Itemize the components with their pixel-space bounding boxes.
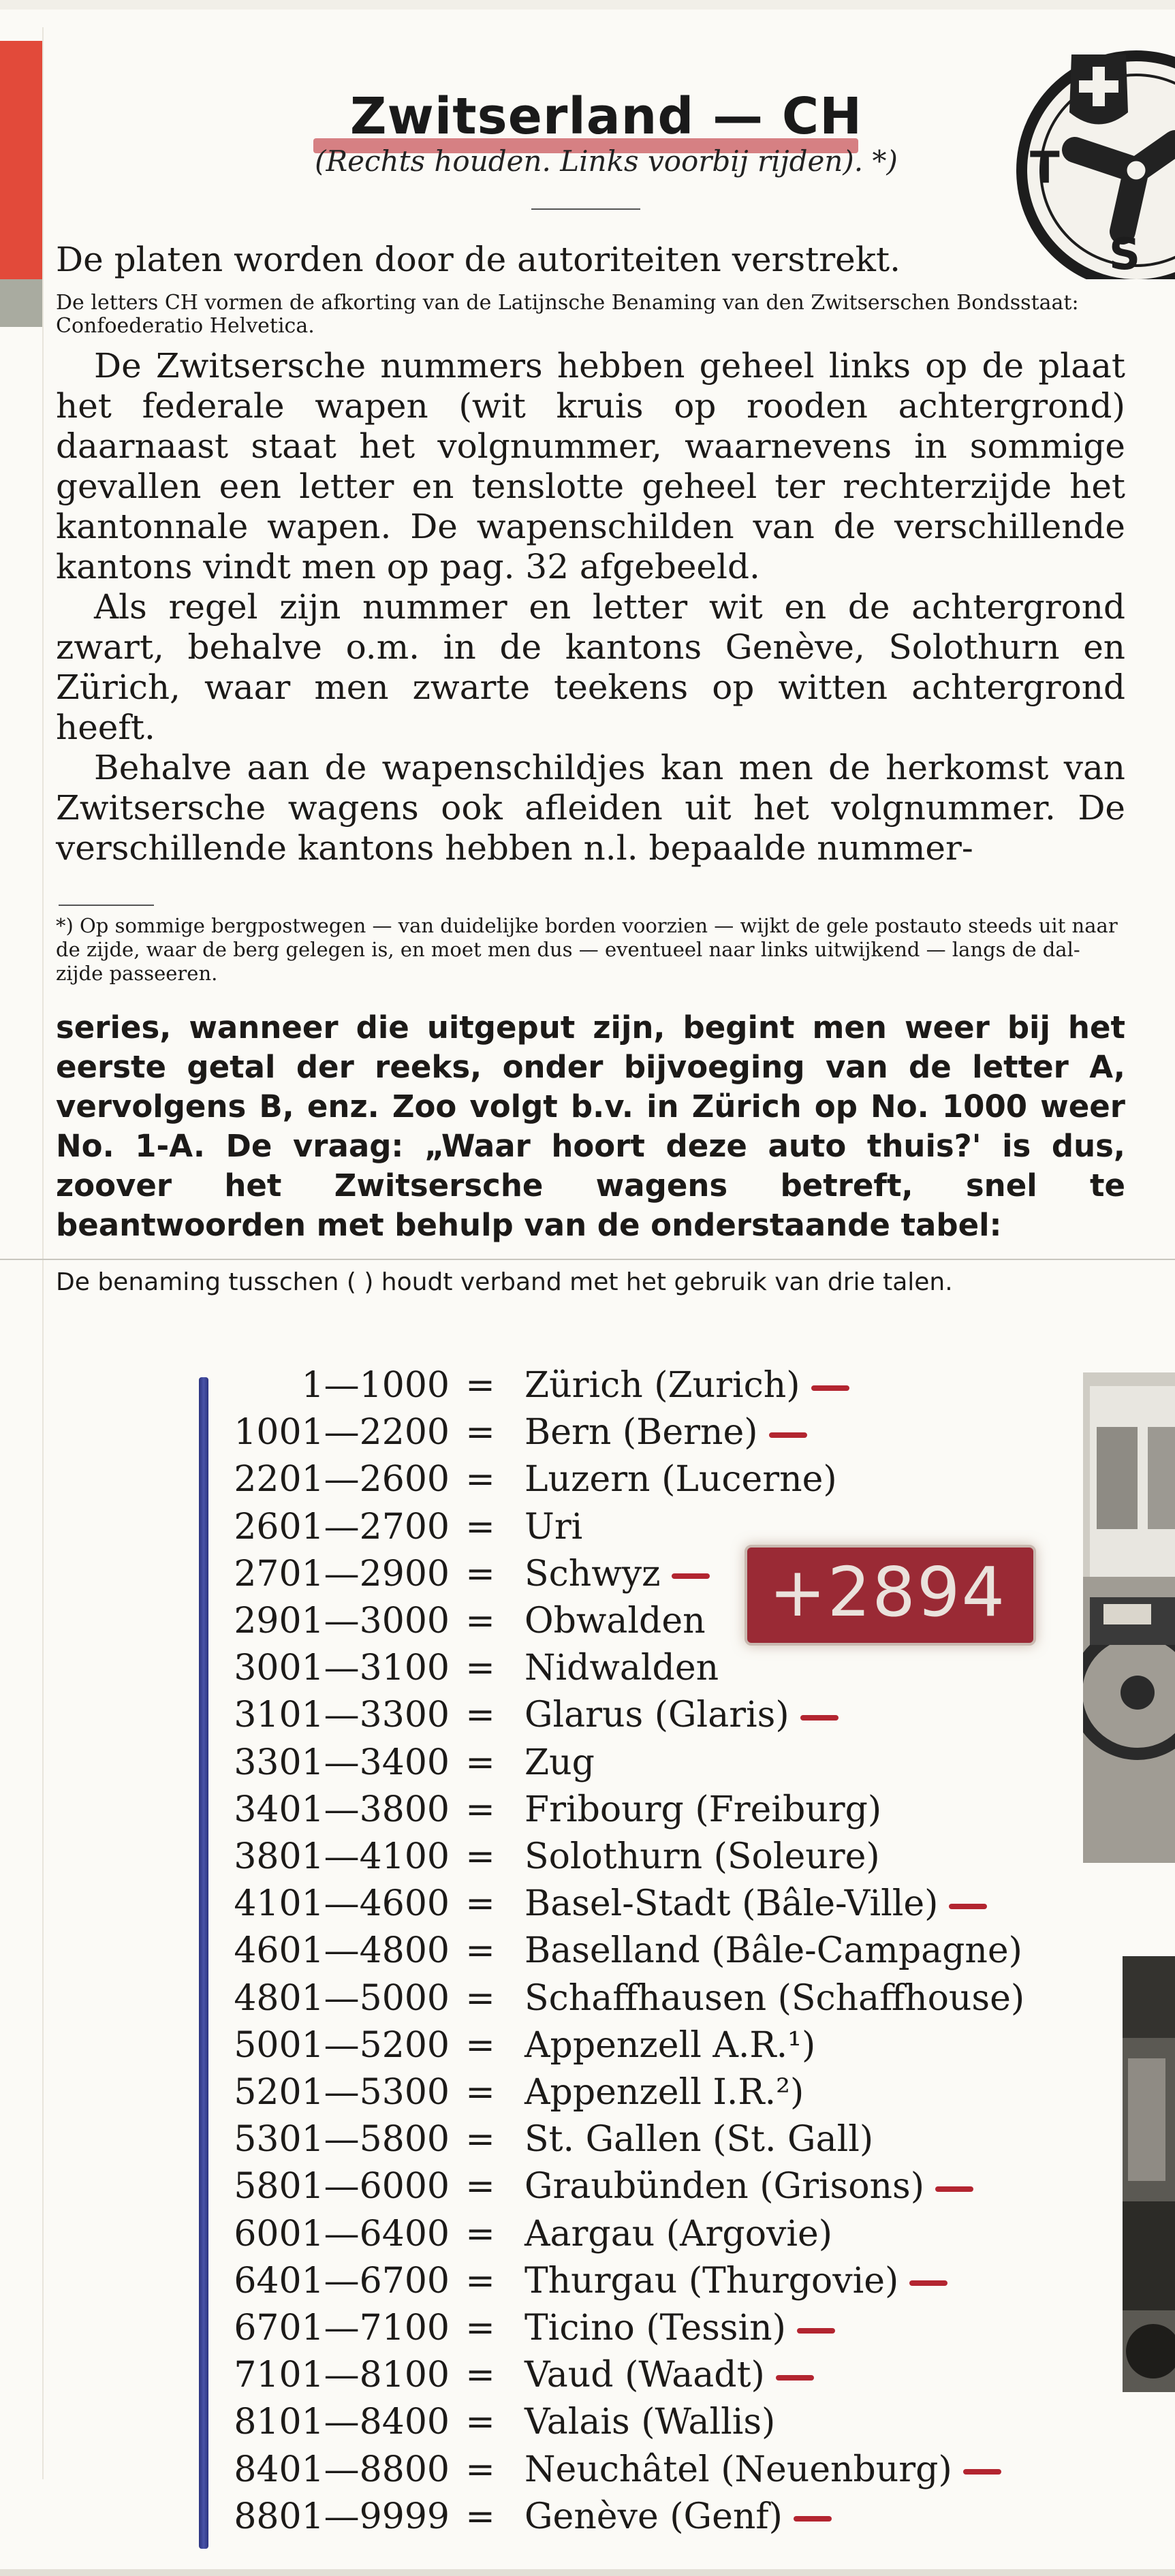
photo-street-scene: [1123, 1956, 1175, 2392]
canton-name: [524, 2116, 873, 2163]
canton-name: [524, 2069, 804, 2116]
canton-name: [524, 1692, 839, 1738]
table-row: [204, 2305, 1090, 2351]
canton-label: Basel-Stadt (Bâle-Ville): [524, 1883, 939, 1925]
canton-label: Schwyz: [524, 1553, 661, 1595]
page-top-edge: [0, 0, 1175, 10]
footnote-rule: [59, 905, 154, 906]
canton-name: [524, 1645, 719, 1691]
canton-name: [524, 1551, 710, 1597]
canton-label: Glarus (Glaris): [524, 1695, 789, 1736]
table-row: [204, 1456, 1090, 1503]
equals-sign: =: [465, 1459, 495, 1501]
number-range: 3301—3400: [234, 1742, 450, 1783]
canton-label: Appenzell I.R.²): [524, 2072, 804, 2113]
table-row: [204, 1504, 1090, 1550]
intro-lead: De platen worden door de autoriteiten verstrekt.: [56, 240, 900, 279]
equals-sign: =: [465, 1648, 495, 1689]
red-marker-dash: [935, 2186, 973, 2192]
paragraph-2: Als regel zijn nummer en letter wit en de achtergrond zwart, behalve o.m. in de kantons Genève, Solothurn en Zürich, waar men zwarte teekens op witten achtergrond heeft.: [56, 587, 1125, 747]
paragraph-1: De Zwitsersche nummers hebben geheel links op de plaat het federale wapen (wit kruis op rooden achtergrond) daarnaast staat het volgnummer, waarnevens in sommige gevallen een letter en tenslotte geheel ter rechterzijde het kantonnale wapen. De wapenschilden van de verschillende kantons vindt men op pag. 32 afgebeeld.: [56, 346, 1125, 586]
canton-label: St. Gallen (St. Gall): [524, 2119, 874, 2161]
canton-name: [524, 2352, 814, 2398]
red-marker-dash: [769, 1432, 807, 1438]
canton-name: [524, 1504, 582, 1550]
paragraph-continuation: series, wanneer die uitgeput zijn, begint men weer bij het eerste getal der reeks, onder bijvoeging van de letter A, vervolgens B, enz. Zoo volgt b.v. in Zürich op No. 1000 weer No. 1-A. De vraag: „Waar hoort deze auto thuis?' is dus, zoover het Zwitsersche wagens betreft, snel te beantwoorden met behulp van de onderstaande tabel:: [56, 1009, 1125, 1243]
section-divider: [0, 1259, 1175, 1260]
canton-name: [524, 1834, 880, 1880]
table-row: [204, 1787, 1090, 1833]
equals-sign: =: [465, 2119, 495, 2161]
canton-name: [524, 2494, 832, 2540]
canton-name: [524, 2163, 973, 2210]
number-range: 4101—4600: [234, 1883, 450, 1925]
table-row: [204, 2022, 1090, 2069]
canton-label: Graubünden (Grisons): [524, 2166, 925, 2208]
table-row: [204, 1692, 1090, 1738]
number-range: 2701—2900: [234, 1553, 450, 1595]
table-row: [204, 2399, 1090, 2445]
equals-sign: =: [465, 1412, 495, 1454]
equals-sign: =: [465, 1742, 495, 1783]
canton-label: Zürich (Zurich): [524, 1365, 800, 1406]
canton-name: [524, 1456, 837, 1503]
canton-name: [524, 2211, 832, 2257]
table-row: [204, 1881, 1090, 1927]
canton-label: Fribourg (Freiburg): [524, 1789, 882, 1830]
canton-name: [524, 1928, 1022, 1974]
red-marker-dash: [776, 2375, 814, 2381]
red-tab-strip: [0, 41, 42, 293]
number-range: 3101—3300: [234, 1695, 450, 1736]
table-row: [204, 1598, 1090, 1644]
table-row: [204, 1645, 1090, 1691]
title-rule: [531, 208, 640, 210]
canton-label: Appenzell A.R.¹): [524, 2024, 816, 2066]
number-range: 2601—2700: [234, 1506, 450, 1548]
number-range: 3001—3100: [234, 1648, 450, 1689]
number-range: 5301—5800: [234, 2119, 450, 2161]
number-range: 6401—6700: [234, 2260, 450, 2302]
equals-sign: =: [465, 1553, 495, 1595]
paragraph-3: Behalve aan de wapenschildjes kan men de herkomst van Zwitsersche wagens ook afleiden uit het volgnummer. De verschillende kantons hebben n.l. bepaalde nummer-: [56, 748, 1125, 868]
canton-name: [524, 1975, 1024, 2022]
canton-label: Vaud (Waadt): [524, 2355, 765, 2396]
equals-sign: =: [465, 2166, 495, 2208]
equals-sign: =: [465, 1365, 495, 1406]
table-row: [204, 1740, 1090, 1786]
canton-name: [524, 1362, 849, 1409]
equals-sign: =: [465, 2449, 495, 2490]
table-row: [204, 2258, 1090, 2304]
equals-sign: =: [465, 2402, 495, 2443]
page-title: Zwitserland — CH: [349, 87, 863, 146]
canton-label: Obwalden: [524, 1601, 706, 1642]
table-row: [204, 2352, 1090, 2398]
number-range: 2201—2600: [234, 1459, 450, 1501]
license-plate-number: +2894: [768, 1552, 1007, 1632]
canton-label: Neuchâtel (Neuenburg): [524, 2449, 952, 2490]
red-marker-dash: [800, 1715, 839, 1721]
canton-label: Genève (Genf): [524, 2496, 783, 2537]
table-row: [204, 2163, 1090, 2210]
red-marker-dash: [909, 2280, 947, 2286]
canton-name: [524, 1409, 807, 1456]
equals-sign: =: [465, 2496, 495, 2537]
equals-sign: =: [465, 1977, 495, 2019]
canton-label: Luzern (Lucerne): [524, 1459, 837, 1501]
canton-name: [524, 1881, 987, 1927]
table-row: [204, 1551, 1090, 1597]
canton-name: [524, 2258, 947, 2304]
canton-name: [524, 2447, 1001, 2493]
table-row: [204, 2211, 1090, 2257]
number-range: 3401—3800: [234, 1789, 450, 1830]
canton-label: Baselland (Bâle-Campagne): [524, 1930, 1022, 1972]
left-margin-line: [42, 27, 44, 2479]
equals-sign: =: [465, 1930, 495, 1972]
canton-label: Thurgau (Thurgovie): [524, 2260, 899, 2302]
table-row: [204, 2116, 1090, 2163]
number-range: 5001—5200: [234, 2024, 450, 2066]
canton-label: Solothurn (Soleure): [524, 1836, 880, 1877]
canton-name: [524, 1787, 881, 1833]
number-range: 1001—2200: [234, 1412, 450, 1454]
number-range: 5201—5300: [234, 2072, 450, 2113]
table-row: [204, 2447, 1090, 2493]
table-row: [204, 1975, 1090, 2022]
table-row: [204, 1409, 1090, 1456]
page-subtitle: (Rechts houden. Links voorbij rijden). *): [315, 144, 898, 178]
canton-name: [524, 2305, 835, 2351]
table-row: [204, 2069, 1090, 2116]
number-range: 4801—5000: [234, 1977, 450, 2019]
red-marker-dash: [797, 2328, 835, 2334]
number-range: 8801—9999: [234, 2496, 450, 2537]
number-range: 6701—7100: [234, 2308, 450, 2349]
red-marker-dash: [672, 1573, 710, 1579]
canton-name: [524, 2022, 815, 2069]
number-range: 7101—8100: [234, 2355, 450, 2396]
red-marker-dash: [811, 1385, 849, 1391]
grey-tab-strip: [0, 279, 42, 327]
number-range: 6001—6400: [234, 2213, 450, 2255]
canton-label: Zug: [524, 1742, 595, 1783]
number-range: 1—1000: [301, 1365, 450, 1406]
number-range: 5801—6000: [234, 2166, 450, 2208]
equals-sign: =: [465, 1601, 495, 1642]
red-marker-dash: [794, 2516, 832, 2522]
canton-label: Ticino (Tessin): [524, 2308, 786, 2349]
equals-sign: =: [465, 1506, 495, 1548]
table-row: [204, 1362, 1090, 1409]
canton-label: Schaffhausen (Schaffhouse): [524, 1977, 1025, 2019]
number-range: 2901—3000: [234, 1601, 450, 1642]
logo-letter-t: T: [1030, 143, 1060, 193]
table-row: [204, 2494, 1090, 2540]
equals-sign: =: [465, 2260, 495, 2302]
intro-small-note: De letters CH vormen de afkorting van de Latijnsche Benaming van den Zwitserschen Bondsstaat: Confoederatio Helvetica.: [56, 291, 1079, 338]
canton-name: [524, 2399, 775, 2445]
equals-sign: =: [465, 2024, 495, 2066]
equals-sign: =: [465, 1695, 495, 1736]
photo-motorcycle: [1083, 1372, 1175, 1863]
equals-sign: =: [465, 2213, 495, 2255]
equals-sign: =: [465, 1836, 495, 1877]
footnote: *) Op sommige bergpostwegen — van duidelijke borden voorzien — wijkt de gele postauto steeds uit naar de zijde, waar de berg gelegen is, en moet men dus — eventueel naar links uitwijkend — langs de dal-zijde passeeren.: [56, 914, 1118, 985]
table-row: [204, 1834, 1090, 1880]
canton-name: [524, 1598, 706, 1644]
canton-label: Aargau (Argovie): [524, 2213, 833, 2255]
page-bottom-edge: [0, 2569, 1175, 2576]
equals-sign: =: [465, 2308, 495, 2349]
number-range: 3801—4100: [234, 1836, 450, 1877]
three-languages-note: De benaming tusschen ( ) houdt verband met het gebruik van drie talen.: [56, 1268, 953, 1296]
canton-name: [524, 1740, 595, 1786]
red-marker-dash: [949, 1904, 987, 1909]
canton-label: Valais (Wallis): [524, 2402, 776, 2443]
equals-sign: =: [465, 2072, 495, 2113]
equals-sign: =: [465, 1789, 495, 1830]
logo-letter-s: S: [1109, 230, 1141, 279]
number-range: 4601—4800: [234, 1930, 450, 1972]
canton-label: Nidwalden: [524, 1648, 719, 1689]
table-row: [204, 1928, 1090, 1974]
number-range: 8401—8800: [234, 2449, 450, 2490]
canton-label: Uri: [524, 1506, 583, 1548]
equals-sign: =: [465, 2355, 495, 2396]
red-marker-dash: [963, 2469, 1001, 2475]
canton-label: Bern (Berne): [524, 1412, 758, 1454]
equals-sign: =: [465, 1883, 495, 1925]
number-range: 8101—8400: [234, 2402, 450, 2443]
